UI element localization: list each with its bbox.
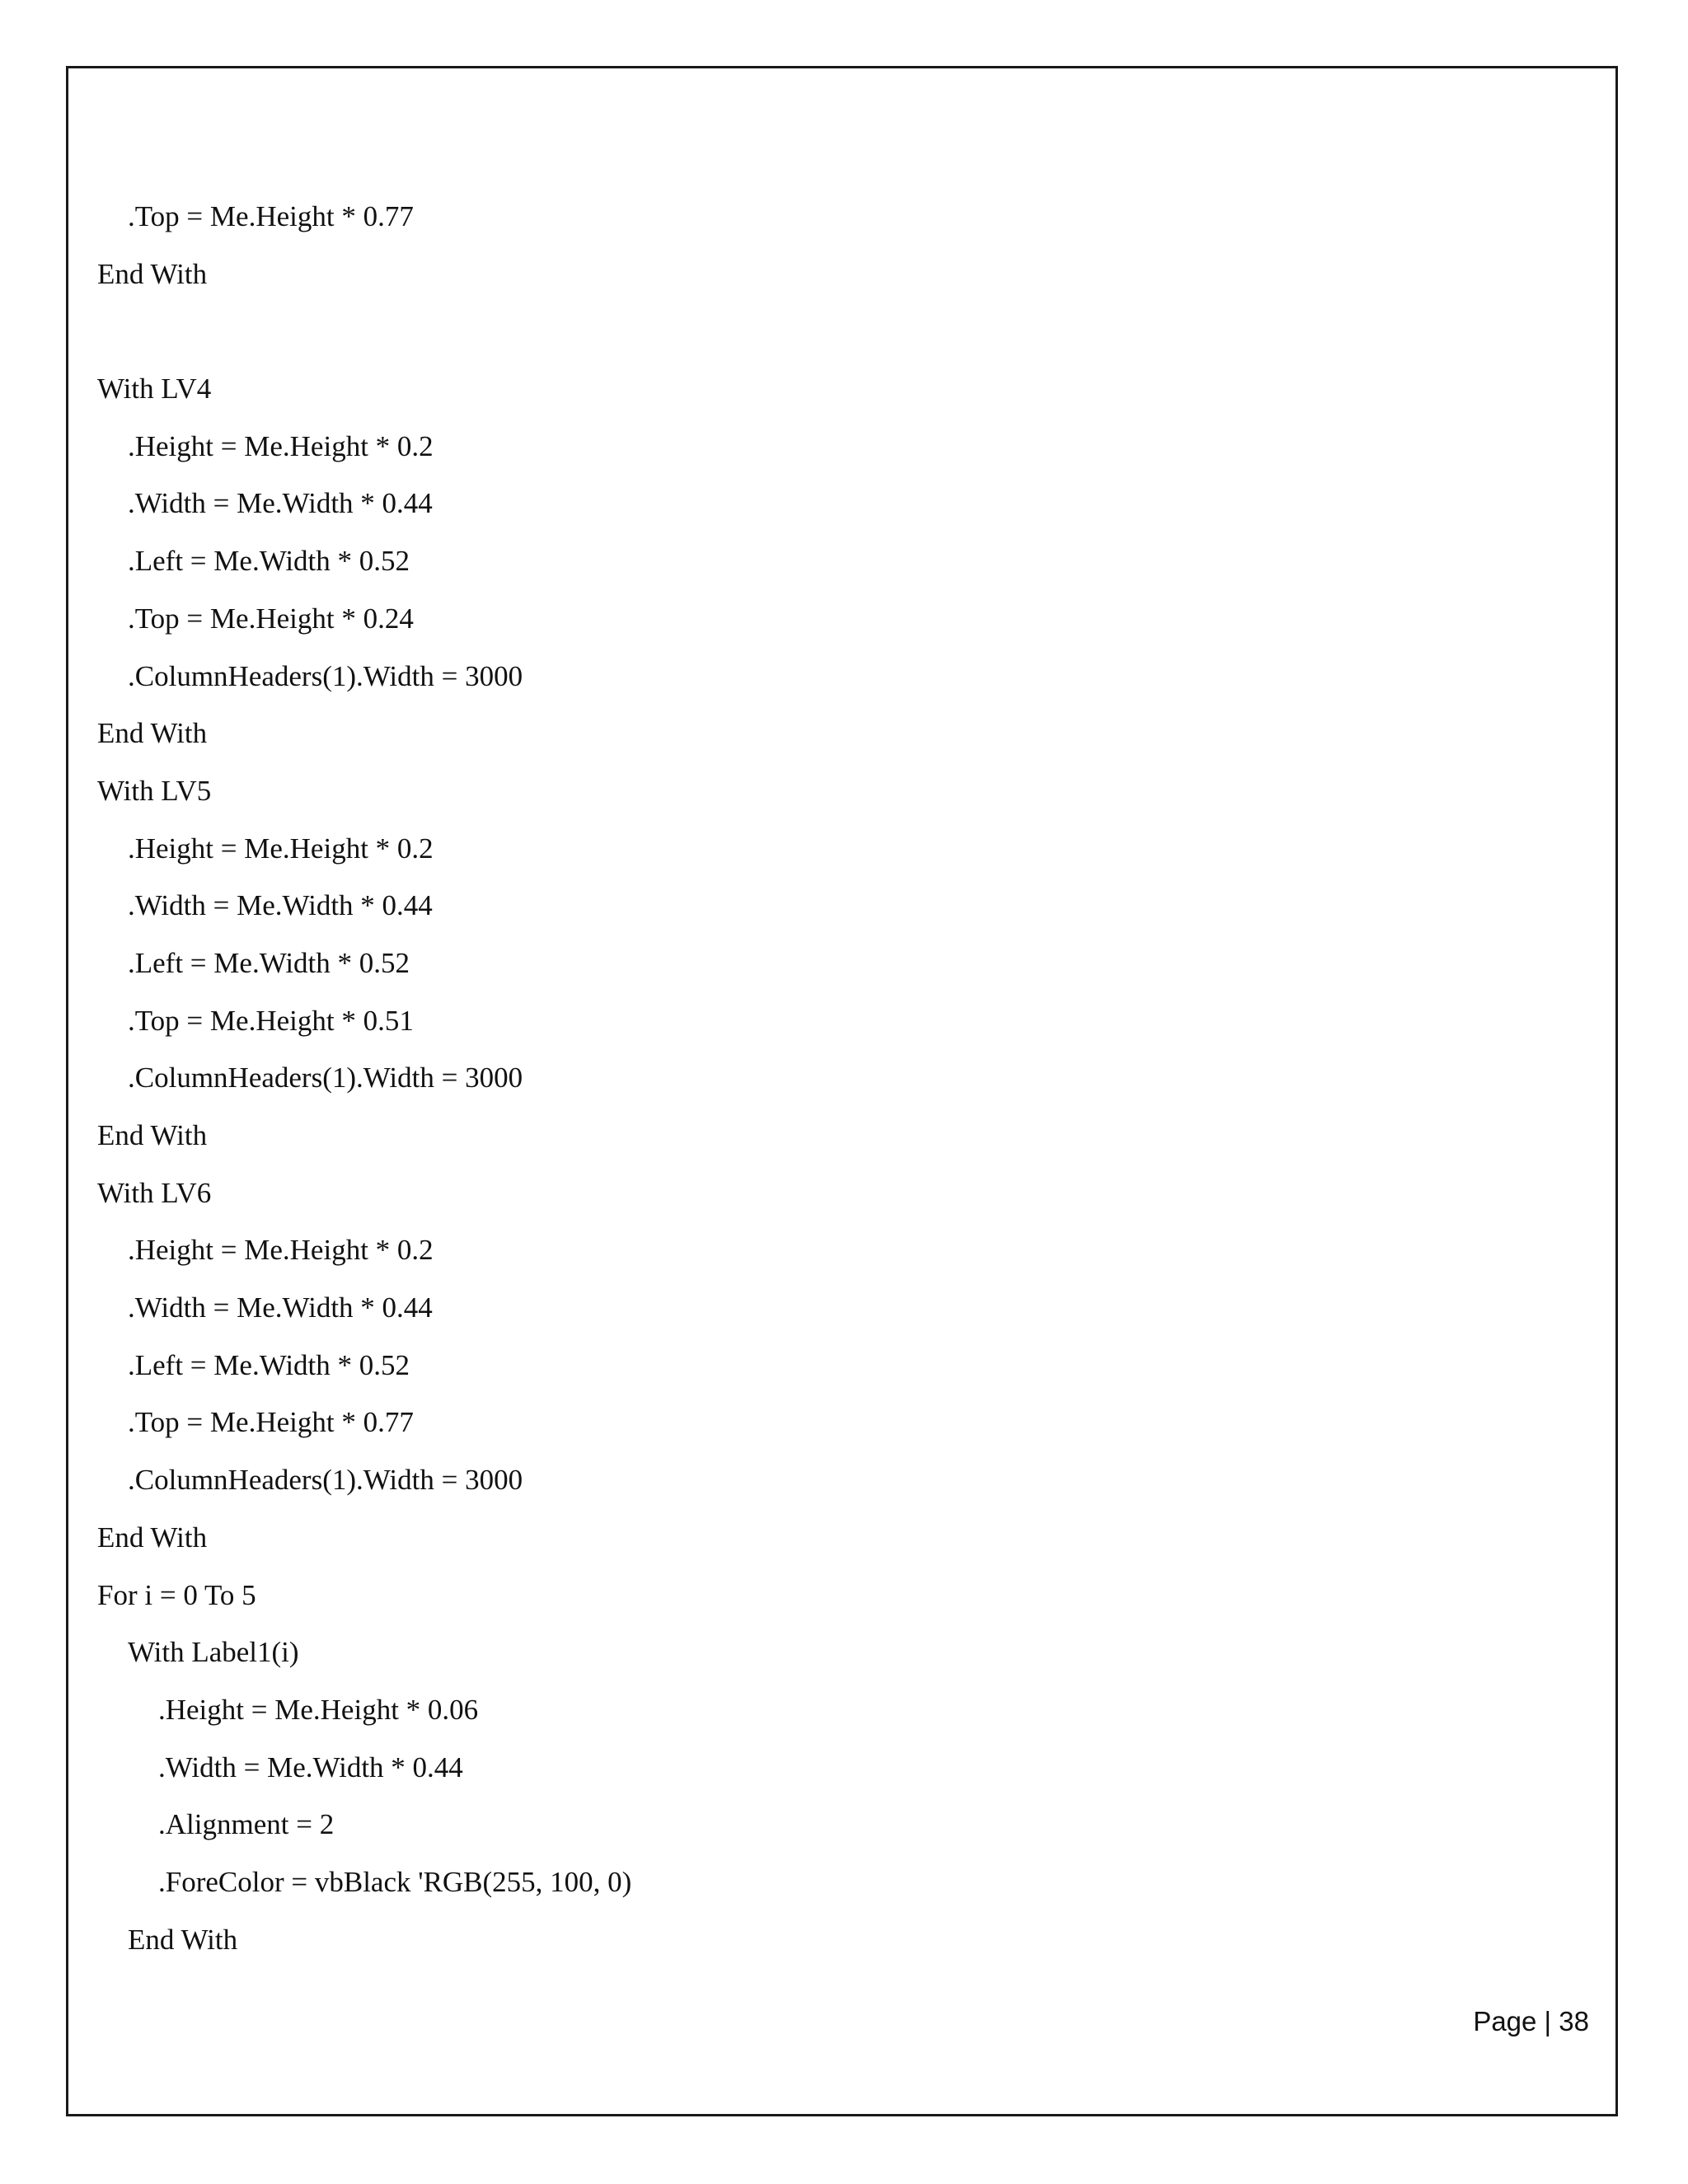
code-line: .Width = Me.Width * 0.44 (128, 889, 433, 922)
code-line: With LV6 (97, 1176, 212, 1209)
code-line: End With (97, 257, 208, 290)
code-line: .Height = Me.Height * 0.2 (128, 1234, 434, 1267)
code-line: .Left = Me.Width * 0.52 (128, 545, 410, 578)
code-line: .Height = Me.Height * 0.06 (158, 1693, 479, 1726)
code-line: .Top = Me.Height * 0.24 (128, 602, 414, 635)
code-line: End With (97, 1521, 208, 1554)
blank-line (97, 306, 631, 363)
code-line: .Alignment = 2 (158, 1808, 335, 1841)
code-listing (97, 191, 631, 1971)
code-line: .ColumnHeaders(1).Width = 3000 (128, 659, 523, 692)
code-line: End With (97, 717, 208, 750)
code-line: With LV4 (97, 373, 212, 405)
code-line: End With (97, 1119, 208, 1151)
code-line: With Label1(i) (128, 1636, 299, 1669)
code-line: .Height = Me.Height * 0.2 (128, 832, 434, 865)
code-line: .ColumnHeaders(1).Width = 3000 (128, 1464, 523, 1497)
code-line: .Width = Me.Width * 0.44 (158, 1750, 463, 1783)
code-line: .ColumnHeaders(1).Width = 3000 (128, 1062, 523, 1094)
code-line: .Height = Me.Height * 0.2 (128, 429, 434, 462)
code-line: .Width = Me.Width * 0.44 (128, 1291, 433, 1324)
code-line: End With (128, 1923, 238, 1956)
code-line: .Top = Me.Height * 0.77 (128, 1406, 414, 1439)
code-line: .Top = Me.Height * 0.51 (128, 1004, 414, 1037)
code-line: .Width = Me.Width * 0.44 (128, 487, 433, 520)
code-line: .Left = Me.Width * 0.52 (128, 1348, 410, 1381)
code-line: .ForeColor = vbBlack 'RGB(255, 100, 0) (158, 1865, 632, 1898)
page-number: Page | 38 (1473, 2006, 1589, 2036)
code-line: .Top = Me.Height * 0.77 (128, 200, 414, 232)
code-line: .Left = Me.Width * 0.52 (128, 946, 410, 979)
code-line: For i = 0 To 5 (97, 1578, 256, 1611)
code-line: With LV5 (97, 774, 212, 807)
